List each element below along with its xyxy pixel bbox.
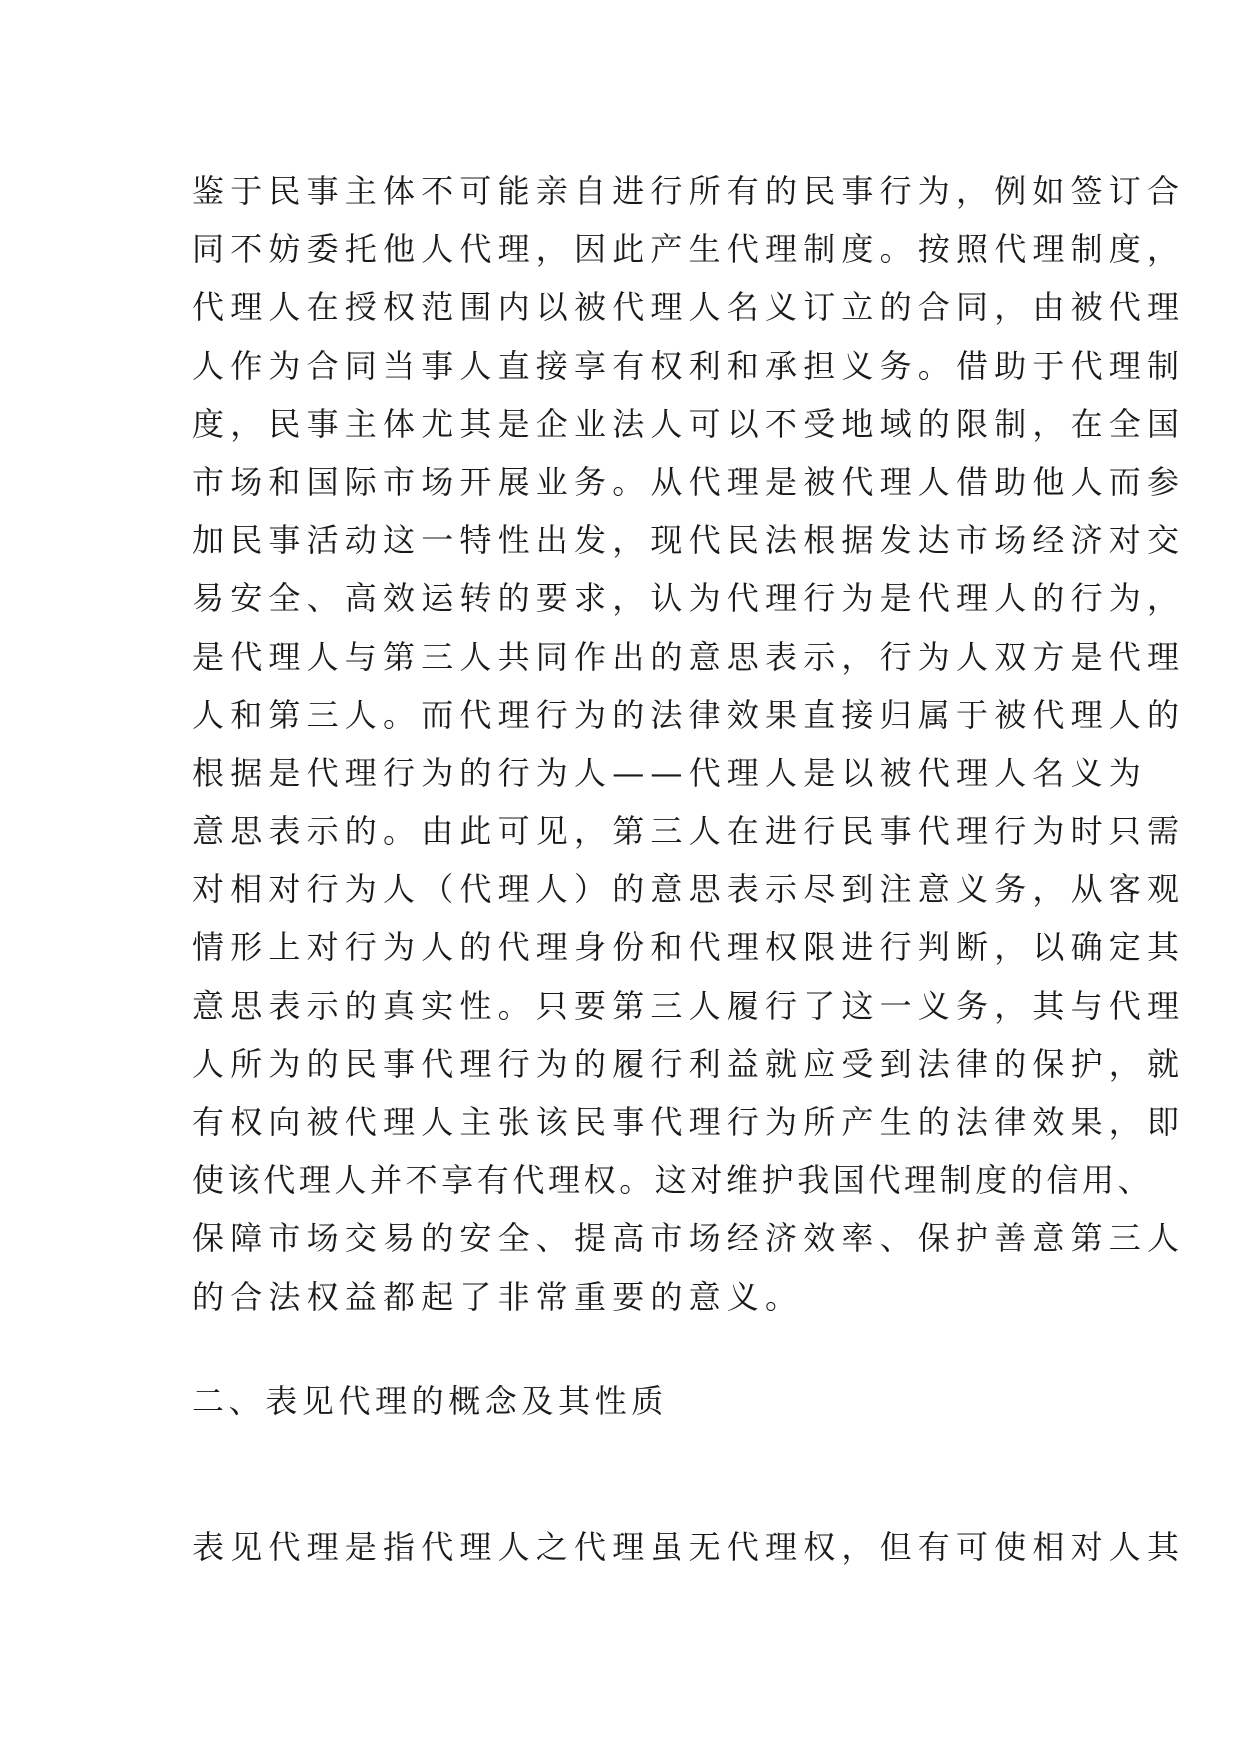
text-line: 使该代理人并不享有代理权。这对维护我国代理制度的信用、 (192, 1161, 1154, 1200)
text-line: 对相对行为人（代理人）的意思表示尽到注意义务，从客观 (192, 870, 1186, 909)
text-line: 根据是代理行为的行为人——代理人是以被代理人名义为 (192, 753, 1148, 792)
text-line: 同不妨委托他人代理，因此产生代理制度。按照代理制度， (192, 230, 1186, 269)
text-line: 市场和国际市场开展业务。从代理是被代理人借助他人而参 (192, 462, 1186, 501)
paragraph-2 (192, 1518, 1186, 1576)
text-line: 表见代理是指代理人之代理虽无代理权，但有可使相对人其 (192, 1528, 1186, 1566)
text-line: 易安全、高效运转的要求，认为代理行为是代理人的行为， (192, 579, 1186, 618)
text-line: 代理人在授权范围内以被代理人名义订立的合同，由被代理 (192, 288, 1186, 327)
text-line: 人作为合同当事人直接享有权利和承担义务。借助于代理制 (192, 346, 1186, 385)
paragraph-1 (192, 162, 1186, 1326)
text-line: 人和第三人。而代理行为的法律效果直接归属于被代理人的 (192, 695, 1186, 734)
text-line: 意思表示的真实性。只要第三人履行了这一义务，其与代理 (192, 986, 1186, 1025)
text-line: 度，民事主体尤其是企业法人可以不受地域的限制，在全国 (192, 404, 1186, 443)
section-heading: 二、表见代理的概念及其性质 (192, 1382, 668, 1420)
text-line: 保障市场交易的安全、提高市场经济效率、保护善意第三人 (192, 1219, 1186, 1258)
text-line: 有权向被代理人主张该民事代理行为所产生的法律效果，即 (192, 1103, 1186, 1141)
text-line: 是代理人与第三人共同作出的意思表示，行为人双方是代理 (192, 637, 1186, 676)
text-line: 人所为的民事代理行为的履行利益就应受到法律的保护，就 (192, 1044, 1186, 1083)
text-line: 的合法权益都起了非常重要的意义。 (192, 1277, 804, 1316)
text-line: 鉴于民事主体不可能亲自进行所有的民事行为，例如签订合 (192, 172, 1186, 210)
text-line: 情形上对行为人的代理身份和代理权限进行判断，以确定其 (192, 928, 1186, 967)
text-line: 加民事活动这一特性出发，现代民法根据发达市场经济对交 (192, 521, 1186, 560)
text-line: 意思表示的。由此可见，第三人在进行民事代理行为时只需 (192, 812, 1186, 851)
